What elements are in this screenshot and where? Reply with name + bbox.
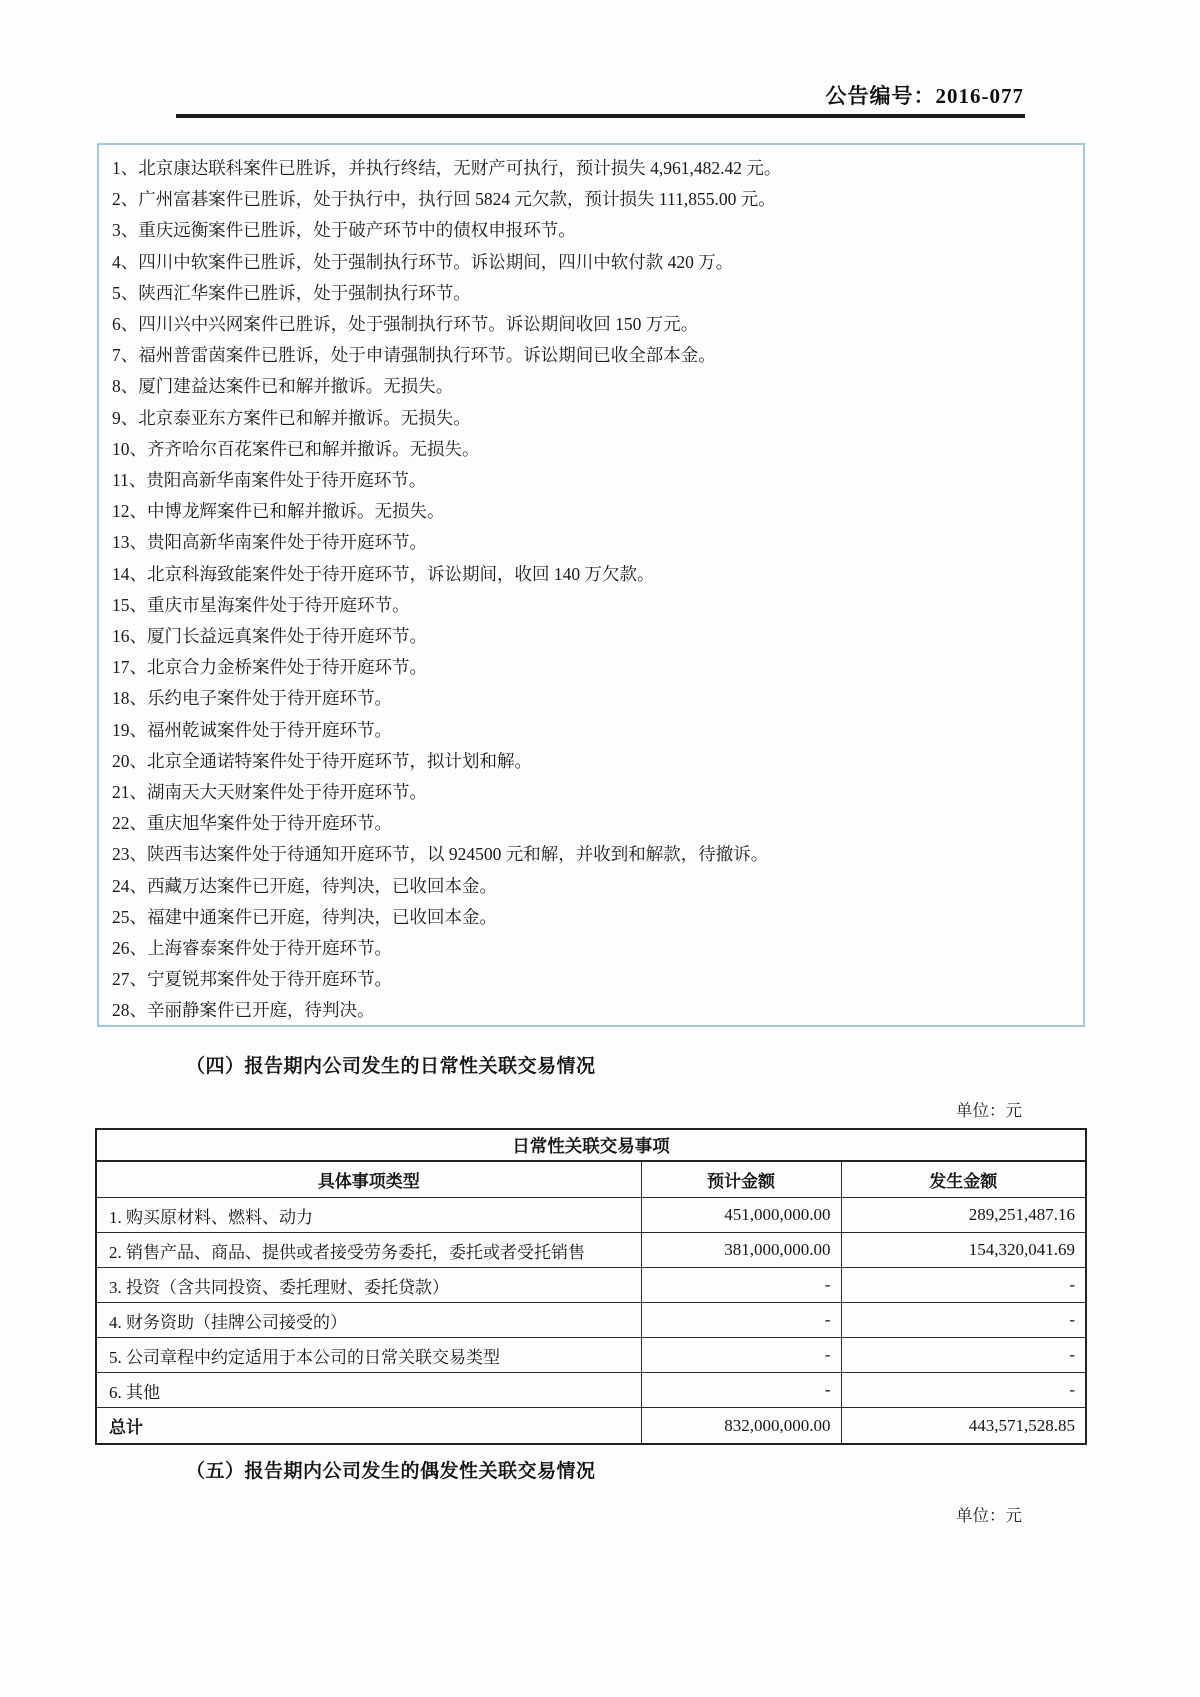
table-row: [96, 1268, 1086, 1303]
case-item: 26、上海睿泰案件处于待开庭环节。: [112, 938, 392, 959]
case-item: 8、厦门建益达案件已和解并撤诉。无损失。: [112, 376, 454, 397]
case-item: 12、中博龙辉案件已和解并撤诉。无损失。: [112, 501, 445, 522]
case-item: 27、宁夏锐邦案件处于待开庭环节。: [112, 969, 392, 990]
table-row: [96, 1373, 1086, 1408]
total-label: 总计: [96, 1408, 641, 1445]
column-header-expected-amount: 预计金额: [641, 1161, 841, 1198]
cell-expected: -: [641, 1303, 841, 1338]
case-item: 9、北京泰亚东方案件已和解并撤诉。无损失。: [112, 407, 471, 428]
case-item: 5、陕西汇华案件已胜诉，处于强制执行环节。: [112, 282, 471, 303]
case-item: 6、四川兴中兴网案件已胜诉，处于强制执行环节。诉讼期间收回 150 万元。: [112, 314, 699, 335]
section-5-heading: （五）报告期内公司发生的偶发性关联交易情况: [186, 1461, 596, 1482]
case-item: 23、陕西韦达案件处于待通知开庭环节，以 924500 元和解，并收到和解款，待撤诉。: [112, 844, 769, 865]
case-item: 19、福州乾诚案件处于待开庭环节。: [112, 719, 392, 740]
table-row: [96, 1233, 1086, 1268]
case-item: 14、北京科海致能案件处于待开庭环节，诉讼期间，收回 140 万欠款。: [112, 563, 655, 584]
unit-label-incidental: 单位：元: [956, 1506, 1022, 1525]
table-header-row: [96, 1161, 1086, 1198]
table-row: [96, 1338, 1086, 1373]
unit-label-daily: 单位：元: [956, 1101, 1022, 1120]
case-item: 17、北京合力金桥案件处于待开庭环节。: [112, 657, 427, 678]
cell-type: 4. 财务资助（挂牌公司接受的）: [96, 1303, 641, 1338]
case-item: 16、厦门长益远真案件处于待开庭环节。: [112, 626, 427, 647]
cell-actual: -: [841, 1268, 1086, 1303]
cell-expected: -: [641, 1338, 841, 1373]
cell-actual: -: [841, 1338, 1086, 1373]
case-item: 20、北京全通诺特案件处于待开庭环节，拟计划和解。: [112, 750, 532, 771]
cell-expected: -: [641, 1373, 841, 1408]
header-divider: [176, 114, 1025, 118]
daily-related-transactions-table: [95, 1128, 1087, 1445]
cell-type: 2. 销售产品、商品、提供或者接受劳务委托，委托或者受托销售: [96, 1233, 641, 1268]
cell-type: 6. 其他: [96, 1373, 641, 1408]
cell-type: 1. 购买原材料、燃料、动力: [96, 1198, 641, 1233]
cell-actual: 289,251,487.16: [841, 1198, 1086, 1233]
case-item: 15、重庆市星海案件处于待开庭环节。: [112, 594, 410, 615]
case-list: [112, 153, 1075, 1027]
case-item: 4、四川中软案件已胜诉，处于强制执行环节。诉讼期间，四川中软付款 420 万。: [112, 251, 734, 272]
case-item: 28、辛丽静案件已开庭，待判决。: [112, 1000, 375, 1021]
case-item: 3、重庆远衡案件已胜诉，处于破产环节中的债权申报环节。: [112, 220, 576, 241]
case-item: 22、重庆旭华案件处于待开庭环节。: [112, 813, 392, 834]
case-item: 24、西藏万达案件已开庭，待判决，已收回本金。: [112, 875, 497, 896]
case-item: 13、贵阳高新华南案件处于待开庭环节。: [112, 532, 427, 553]
cell-type: 3. 投资（含共同投资、委托理财、委托贷款）: [96, 1268, 641, 1303]
table-row: [96, 1198, 1086, 1233]
case-list-box: [97, 143, 1085, 1027]
table-title: 日常性关联交易事项: [96, 1129, 1086, 1161]
case-item: 11、贵阳高新华南案件处于待开庭环节。: [112, 470, 427, 491]
total-expected: 832,000,000.00: [641, 1408, 841, 1445]
case-item: 7、福州普雷茵案件已胜诉，处于申请强制执行环节。诉讼期间已收全部本金。: [112, 345, 716, 366]
cell-actual: -: [841, 1303, 1086, 1338]
cell-expected: 381,000,000.00: [641, 1233, 841, 1268]
cell-expected: 451,000,000.00: [641, 1198, 841, 1233]
table-total-row: [96, 1408, 1086, 1445]
section-4-heading: （四）报告期内公司发生的日常性关联交易情况: [186, 1056, 596, 1077]
table-title-row: [96, 1129, 1086, 1161]
case-item: 2、广州富碁案件已胜诉，处于执行中，执行回 5824 元欠款，预计损失 111,855.00 元。: [112, 189, 776, 210]
case-item: 25、福建中通案件已开庭，待判决，已收回本金。: [112, 906, 497, 927]
case-item: 18、乐约电子案件处于待开庭环节。: [112, 688, 392, 709]
cell-actual: -: [841, 1373, 1086, 1408]
case-item: 21、湖南天大天财案件处于待开庭环节。: [112, 782, 427, 803]
column-header-type: 具体事项类型: [96, 1161, 641, 1198]
case-item: 10、齐齐哈尔百花案件已和解并撤诉。无损失。: [112, 438, 480, 459]
total-actual: 443,571,528.85: [841, 1408, 1086, 1445]
cell-expected: -: [641, 1268, 841, 1303]
announcement-number: 公告编号：2016-077: [825, 84, 1024, 108]
case-item: 1、北京康达联科案件已胜诉，并执行终结，无财产可执行，预计损失 4,961,482.42 元。: [112, 158, 782, 178]
table-row: [96, 1303, 1086, 1338]
column-header-actual-amount: 发生金额: [841, 1161, 1086, 1198]
cell-actual: 154,320,041.69: [841, 1233, 1086, 1268]
cell-type: 5. 公司章程中约定适用于本公司的日常关联交易类型: [96, 1338, 641, 1373]
